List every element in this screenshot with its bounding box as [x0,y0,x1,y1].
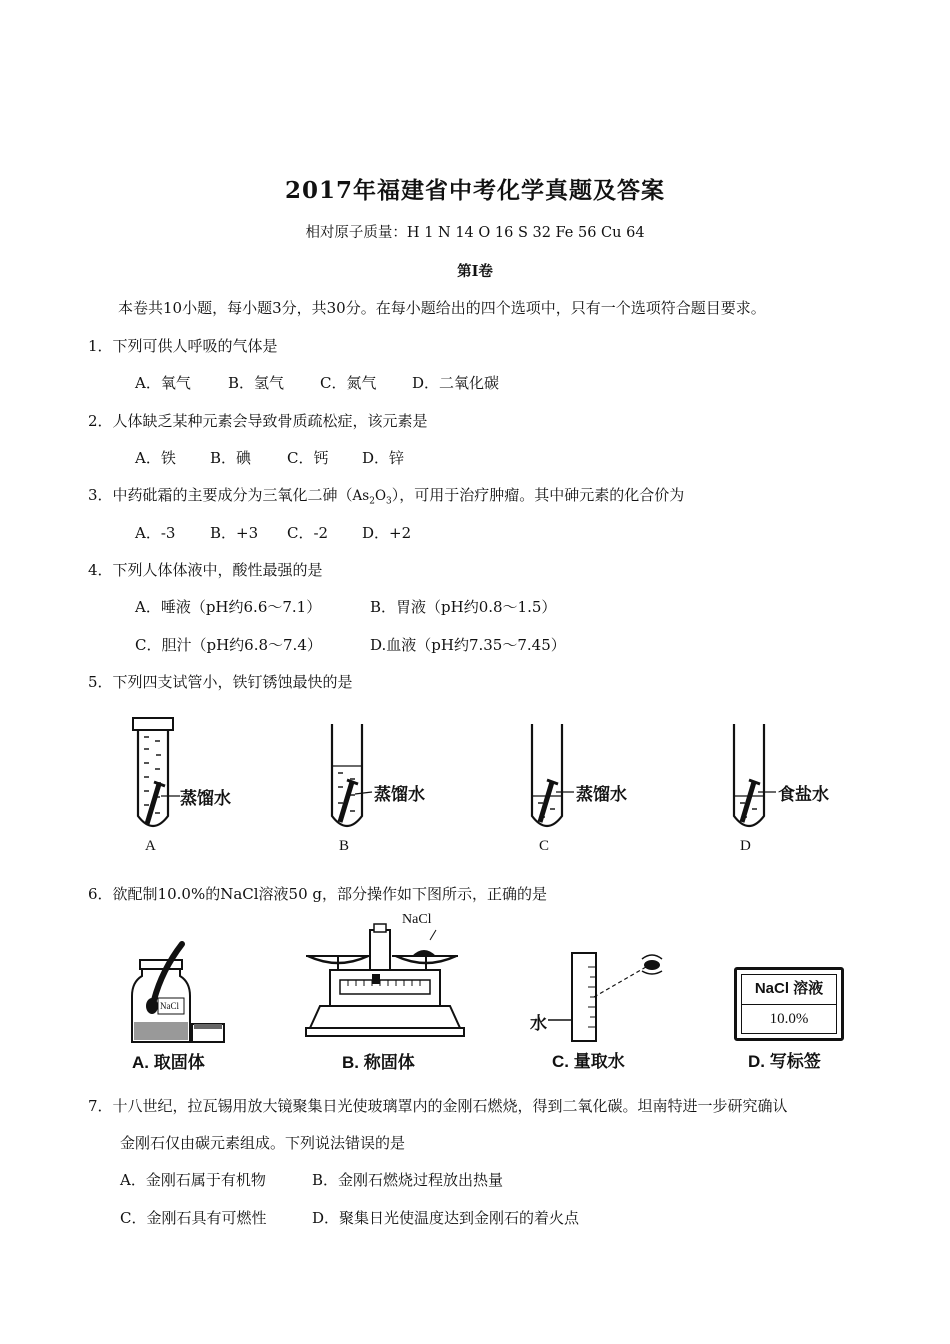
label-line-2: 10.0% [769,1011,809,1027]
question-6-stem: 6．欲配制10.0%的NaCl溶液50 g，部分操作如下图所示，正确的是 [88,885,547,903]
tube-c-liquid-label: 蒸馏水 [576,785,627,804]
question-1-stem: 1．下列可供人呼吸的气体是 [88,337,278,355]
reagent-bottle-diagram [120,940,260,1050]
label-divider [741,1004,837,1005]
question-7-option-c: C．金刚石具有可燃性 [120,1209,267,1227]
page-title: 2017年福建省中考化学真题及答案 [284,177,665,204]
caption-take-solid: A. 取固体 [132,1053,205,1072]
test-tube-figure-a [120,712,270,862]
tube-a-letter: A [145,838,156,854]
question-4-option-a: A．唾液（pH约6.6～7.1） [135,598,322,616]
figure-measure-water [530,945,690,1075]
question-1-option-c: C．氮气 [320,374,377,392]
question-7-option-a: A．金刚石属于有机物 [120,1171,266,1189]
test-tube-figure-c [518,712,668,862]
question-3-option-a: A．-3 [135,524,176,542]
question-4-option-b: B．胃液（pH约0.8～1.5） [370,598,557,616]
chemical-formula: $As_2O_3$ [352,488,392,507]
question-5-stem: 5．下列四支试管小，铁钉锈蚀最快的是 [88,673,353,691]
figure-write-label [732,965,862,1075]
tube-c-letter: C [539,838,550,854]
caption-write-label: D. 写标签 [748,1052,821,1071]
question-3-option-d: D．+2 [362,524,412,542]
test-tube-figure-b [318,712,468,862]
question-2-option-c: C．钙 [287,449,329,467]
question-1-option-d: D．二氧化碳 [412,374,500,392]
question-7-option-b: B．金刚石燃烧过程放出热量 [312,1171,504,1189]
tube-a-liquid-label: 蒸馏水 [180,789,231,808]
question-2-stem: 2．人体缺乏某种元素会导致骨质疏松症，该元素是 [88,412,428,430]
question-2-option-a: A．铁 [135,449,176,467]
question-4-option-c: C．胆汁（pH约6.8～7.4） [135,636,322,654]
tube-b-liquid-label: 蒸馏水 [374,785,425,804]
label-line-1: NaCl 溶液 [754,980,824,997]
figure-take-solid [120,940,260,1075]
question-3-stem-post: ），可用于治疗肿瘤。其中砷元素的化合价为 [391,486,685,504]
tube-d-letter: D [740,838,751,854]
caption-measure-water: C. 量取水 [552,1052,625,1071]
question-7-stem-line-1: 7．十八世纪，拉瓦锡用放大镜聚集日光使玻璃罩内的金刚石燃烧，得到二氧化碳。坦南特进一步研究确认 [88,1097,788,1115]
section-heading: 第Ⅰ卷 [457,263,493,280]
measuring-cylinder-diagram [530,945,690,1045]
figure-weigh-solid [300,910,470,1080]
question-3-option-c: C．-2 [287,524,329,542]
weighed-substance-label: NaCl [402,912,432,927]
balance-diagram [300,910,470,1050]
question-4-stem: 4．下列人体体液中，酸性最强的是 [88,561,323,579]
question-2-option-d: D．锌 [362,449,405,467]
question-7-option-d: D．聚集日光使温度达到金刚石的着火点 [312,1209,580,1227]
question-4-option-d: D.血液（pH约7.35～7.45） [370,636,566,654]
tube-b-letter: B [339,838,350,854]
atomic-masses: 相对原子质量：H 1 N 14 O 16 S 32 Fe 56 Cu 64 [305,225,645,241]
test-tube-figure-d [718,712,868,862]
question-1-option-b: B．氢气 [228,374,285,392]
bottle-label: NaCl [160,1001,179,1011]
question-7-stem-line-2: 金刚石仅由碳元素组成。下列说法错误的是 [120,1134,406,1152]
question-3-option-b: B．+3 [210,524,259,542]
question-2-option-b: B．碘 [210,449,252,467]
question-3-stem [88,484,684,507]
question-1-option-a: A．氧气 [135,374,191,392]
caption-weigh-solid: B. 称固体 [342,1053,415,1072]
tube-d-liquid-label: 食盐水 [778,785,829,804]
water-label: 水 [530,1014,547,1033]
instructions: 本卷共10小题，每小题3分，共30分。在每小题给出的四个选项中，只有一个选项符合题目要求。 [118,299,766,317]
question-3-stem-pre: 3．中药砒霜的主要成分为三氧化二砷（ [88,486,353,504]
